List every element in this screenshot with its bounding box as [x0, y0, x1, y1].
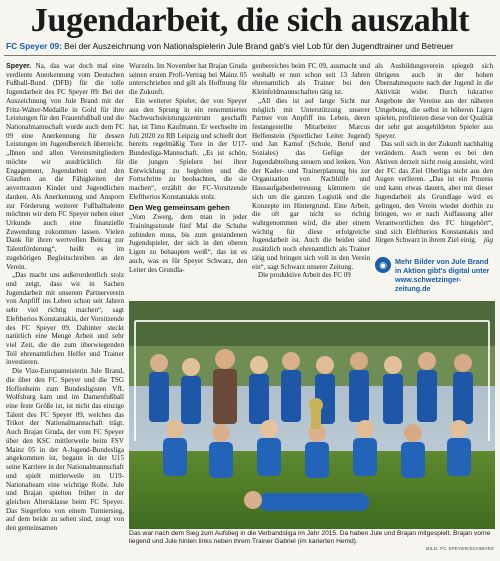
headline: Jugendarbeit, die sich auszahlt	[30, 2, 470, 39]
article-paragraph: Das soll sich in der Zukunft nachhaltig verändern. Auch wenn es bei den Aktiven derzeit nicht rosig aussieht, wird der FC das Ziel Oberliga nicht aus den Augen verlieren. „Das ist ein Prozess und kann etwas dauern, aber mit dieser Jugendarbeit als Grundlage wird es gelingen, den Verein wieder dorthin zu bringen, wo er nach Auffassung aller Verantwortlichen des FC hingehört“, sind sich Eleftherios Konstantakis und Jürgen Schwarz in ihrem Ziel einig. jüg	[375, 140, 493, 245]
article-paragraph: Speyer. Na, das war doch mal eine verdiente Anerkennung vom Deutschen Fußball-Bund (DFB) für die tolle Jugendarbeit des FC Speyer 09: Bei der Auszeichnung von Jule Brand mit der Fritz-Walter-Medaille in Gold für ihre Leistungen für den Frauenfußball und die Nationalmannschaft wurde auch dem FC 09 eine Anerkennung für dessen Leistungen im Jugendbereich überreicht. „Ihnen und allen Vereinsmitgliedern möchte wir ausdrücklich für Engagement, Jugendarbeit und den Glauben an die Fähigkeiten der anvertrauten Kinder und Jugendlichen danken. Als Anerkennung und Ansporn zur Förderung weiterer Fußballtalente möchten wir dem FC Speyer neben einer Urkunde auch eine finanzielle Zuwendung zukommen lassen. Vielen Dank für ihren wertvollen Beitrag zur Talentförderung“, heißt es im zugehörigen Begleitschreiben an den Verein.	[6, 62, 124, 271]
photo-caption: Das war nach dem Sieg zum Aufstieg in die Verbandsliga im Jahr 2015. Da haben Jule und Brajan mitgespielt. Brajan vorne liegend und Jule hinten links neben ihrem Trainer Gabriel (im karierten Hemd).	[129, 530, 491, 545]
author-initials: jüg	[483, 236, 493, 245]
article-paragraph: „All dies ist auf lange Sicht nur möglich mit Unterstützung unserer Partner von Anpfiff ins Leben, deren festangestellte Mitarbeiter Marcus Helfenstein (Sportlicher Leiter Jugend) und Jan Kamuf (Schule, Beruf und Soziales) das Gefüge der Jugendabteilung steuern und lenken. Von der Kader- und Trainerplanung bis zur Organisation von Nachhilfe und Hausaufgabenbetreuung kümmern sie sich um die ganzen Logistik und die Konzepte im Hintergrund. Eine Arbeit, die oft gar nicht so richtig wahrgenommen wird, die aber einem wichtig für diese erfolgreiche Jugendarbeit ist. Auch die beiden sind zusätzlich noch ehrenamtlich als Trainer tätig und bringen sich voll in den Verein ein“, sagt Schwarz unserer Zeitung.	[252, 96, 370, 271]
article-paragraph: Die Vize-Europameisterin Jule Brand, die über den FC Speyer und die TSG Hoffenheim zum Bundesligisten VfL Wolfsburg kam und im Damenfußball eine feste Größe ist, ist nicht das einzige Talent des FC Speyer 09, welches das Trikot der Nationalmannschaft trägt. Auch Brajan Gruda, der vom FC Speyer über den KSC mittlerweile beim FSV Mainz 05 in der A-Jugend-Bundesliga angekommen ist, begann in der U15 seine Karriere in der Nationalmannschaft und spielt mittlerweile im U19-Nationalteam eine wichtige Rolle. Jule und Brajan spielten früher in der gleichen Altersklasse beim FC Speyer. Das Siegerfoto von einem Turniersieg, auf dem beide zu sehen sind, zeugt von den gemeinsamen	[6, 367, 124, 533]
article-column-1	[6, 62, 124, 555]
info-link[interactable]: www.schwetzinger-zeitung.de	[395, 275, 462, 293]
trophy	[309, 398, 323, 429]
subheadline	[6, 41, 496, 52]
subheadline-kicker: FC Speyer 09:	[6, 41, 62, 51]
article-column-4	[375, 62, 493, 249]
photo-credit: BILD: FC SPEYER/SCHWARZ	[426, 546, 494, 551]
camera-icon: ◉	[375, 257, 391, 273]
article-paragraph: „Das macht uns außerordentlich stolz und zeigt, dass wir in Sachen Jugendarbeit mit unserem Partnerverein von Anpfiff ins Leben schon seit Jahren sehr viel richtig machen“, sagt Eleftherios Konstantakis, der Vorsitzende des FC Speyer 09. Dahinter steckt natürlich eine Menge Arbeit und sehr viel Zeit, die die zum überwiegenden Teil ehrenamtlichen Helfer und Trainer investieren.	[6, 271, 124, 367]
article-paragraph: Ein weiterer Spieler, der von Speyer aus den Sprung in ein renommiertes Nachwuchsleistungszentrum geschafft hat, ist Timo Kaufmann. Er wechselte im Juli 2020 zu RB Leipzig und schießt dort bereits regelmäßig Tore in der U17-Bundesliga-Mannschaft. „Es ist schön, die jungen Spielern bei ihrer Entwicklung zu begleiten und die Fortschritte zu beobachten, die sie machen“, erzählt der FC-Vorsitzende Eleftherios Konstantakis stolz.	[129, 96, 247, 201]
digital-info-box	[375, 257, 493, 297]
article-paragraph: als Ausbildungsverein spiegelt sich übrigens auch in der hohen Übernahmequote nach der Jugend in die Aktivität wider. Durch lukrative Angebote der Vereine aus der näheren Umgebung, die selbst in höheren Ligen spielen, profitieren diese von der Qualität der sehr gut ausgebildeten Spieler aus Speyer.	[375, 62, 493, 140]
article-column-2	[129, 62, 247, 300]
dateline: Speyer.	[6, 62, 32, 70]
article-paragraph: Wurzeln. Im November hat Brajan Gruda seinen ersten Profi-Vertrag bei Mainz 05 unterschrieben und gilt als Hoffnung für die Zukunft.	[129, 62, 247, 97]
section-heading: Den Weg gemeinsam gehen	[129, 202, 230, 212]
info-text: Mehr Bilder von Jule Brand in Aktion gibt's digital unter	[395, 257, 490, 275]
article-column-3	[252, 62, 370, 300]
team-photo-illustration	[129, 301, 495, 529]
article-paragraph: Die produktive Arbeit des FC 09	[258, 271, 351, 280]
article-paragraph: „Vom Zwerg, dem man in jeder Trainingsstunde fünf Mal die Schuhe zubinden muss, bis zum gestandenen Jugendspieler, der sich in den oberen Ligen zu behaupten weiß“, das ist es auch, was es für Speyer Schwarz, den Leiter des Grundla-	[129, 213, 247, 274]
divider	[4, 55, 496, 56]
team-photo	[129, 301, 495, 529]
subheadline-text: Bei der Auszeichnung von Nationalspielerin Jule Brand gab's viel Lob für den Jugendtrainer und Betreuer	[61, 41, 454, 51]
article-paragraph: genbereiches beim FC 09, ausmacht und weshalb er nun schon seit 13 Jahren ehrenamtlich als Trainer bei den Kleinfeldmannschaften tätig ist.	[252, 62, 370, 97]
